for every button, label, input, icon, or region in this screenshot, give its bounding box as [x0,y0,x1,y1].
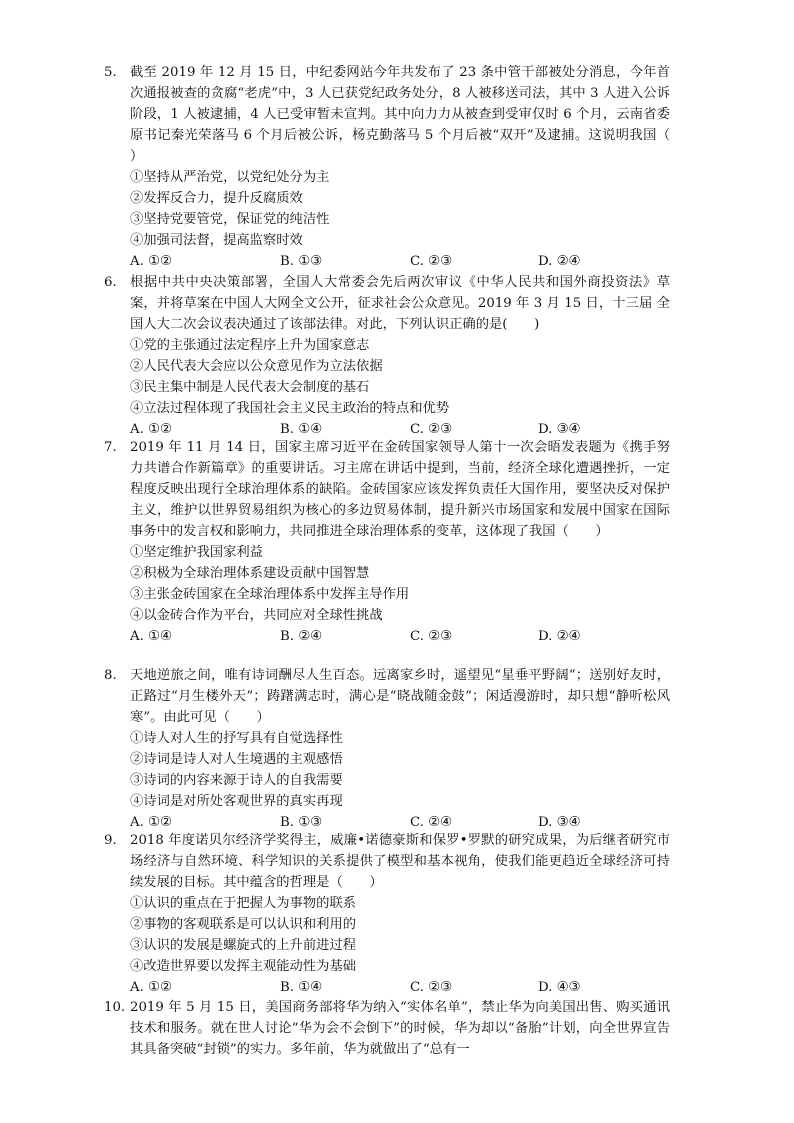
statement-1: ①党的主张通过法定程序上升为国家意志 [130,338,370,353]
option-a[interactable]: A. ①② [130,254,172,269]
option-d[interactable]: D. ③④ [538,815,581,830]
option-d[interactable]: D. ②④ [538,254,581,269]
option-d[interactable]: D. ②④ [538,629,581,644]
question-stem: 2019 年 5 月 15 日，美国商务部将华为纳入“实体名单”，禁止华为向美国出售、购买通讯技术和服务。就在世人讨论“华为会不会倒下”的时候，华为却以“备胎”计划，向全世界宣告其具备突破“封锁”的实力。多年前，华为就做出了“总有一 [130,1000,670,1057]
statement-4: ④加强司法督，提高监察时效 [130,233,303,248]
option-d[interactable]: D. ④③ [538,980,581,995]
question-9 [104,830,670,998]
question-10 [104,997,670,1060]
answer-options [130,251,670,272]
statement-4: ④诗词是对所处客观世界的真实再现 [130,794,343,809]
statement-2: ②人民代表大会应以公众意见作为立法依据 [130,359,383,374]
question-7 [104,437,670,647]
statement-3: ③民主集中制是人民代表大会制度的基石 [130,380,370,395]
question-stem: 天地逆旅之间，唯有诗词酬尽人生百态。远离家乡时，遥望见“星垂平野阔”；送别好友时，正路过“月生楼外天”；踌躇满志时，满心是“晓战随金鼓”；闲适漫游时，却只想“静听松风寒”。由此可见（ ） [130,668,670,725]
statement-3: ③坚持党要管党，保证党的纯洁性 [130,212,330,227]
option-a[interactable]: A. ①④ [130,629,172,644]
option-b[interactable]: B. ①③ [280,254,323,269]
answer-options [130,977,670,998]
statement-1: ①坚定维护我国家利益 [130,545,263,560]
question-stem: 2018 年度诺贝尔经济学奖得主，威廉•诺德豪斯和保罗•罗默的研究成果，为后继者研究市场经济与自然环境、科学知识的关系提供了模型和基本视角，使我们能更趋近全球经济可持续发展的目标。其中蕴含的哲理是（ ） [130,833,670,890]
statement-3: ③主张金砖国家在全球治理体系中发挥主导作用 [130,587,410,602]
question-number: 7. [104,440,117,455]
statement-1: ①认识的重点在于把握人为事物的联系 [130,896,357,911]
option-a[interactable]: A. ①② [130,815,172,830]
option-c[interactable]: C. ②③ [410,980,452,995]
statement-4: ④以金砖合作为平台，共同应对全球性挑战 [130,608,383,623]
option-b[interactable]: B. ①③ [280,815,323,830]
question-stem: 根据中共中央决策部署，全国人大常委会先后两次审议《中华人民共和国外商投资法》草案，并将草案在中国人大网全文公开，征求社会公众意见。2019 年 3 月 15 日，十三届 全国人大二次会议表决通过了该部法律。对此，下列认识正确的是( ) [130,275,670,332]
option-c[interactable]: C. ②③ [410,422,452,437]
question-number: 6. [104,275,117,290]
question-6 [104,272,670,440]
statement-2: ②诗词是诗人对人生境遇的主观感悟 [130,752,343,767]
option-c[interactable]: C. ②④ [410,815,452,830]
question-number: 10. [104,1000,126,1015]
statement-4: ④改造世界要以发挥主观能动性为基础 [130,959,357,974]
statement-1: ①诗人对人生的抒写具有自觉选择性 [130,731,343,746]
option-a[interactable]: A. ①② [130,980,172,995]
statement-4: ④立法过程体现了我国社会主义民主政治的特点和优势 [130,401,450,416]
option-c[interactable]: C. ②③ [410,629,452,644]
option-b[interactable]: B. ②④ [280,629,323,644]
statement-1: ①坚持从严治党，以党纪处分为主 [130,170,330,185]
question-8 [104,665,670,833]
question-stem: 截至 2019 年 12 月 15 日，中纪委网站今年共发布了 23 条中管干部被处分消息，今年首次通报被查的贪腐“老虎”中，3 人已获党纪政务处分，8 人被移送司法，其中 3 人进入公诉阶段，1 人被逮捕，4 人已受审暂未宣判。其中向力力从被查到受审仅时 6 个月，云南省委原书记秦光荣落马 6 个月后被公诉，杨克勤落马 5 个月后被“双开”及逮捕。这说明我国（ ） [130,65,697,164]
statement-3: ③诗词的内容来源于诗人的自我需要 [130,773,343,788]
option-a[interactable]: A. ①② [130,422,172,437]
question-number: 8. [104,668,117,683]
statement-2: ②事物的客观联系是可以认识和利用的 [130,917,357,932]
statement-2: ②积极为全球治理体系建设贡献中国智慧 [130,566,370,581]
option-d[interactable]: D. ③④ [538,422,581,437]
option-c[interactable]: C. ②③ [410,254,452,269]
answer-options [130,626,670,647]
question-stem: 2019 年 11 月 14 日，国家主席习近平在金砖国家领导人第十一次会晤发表题为《携手努力共谱合作新篇章》的重要讲话。习主席在讲话中提到，当前，经济全球化遭遇挫折，一定程度反映出现行全球治理体系的缺陷。金砖国家应该发挥负责任大国作用，要坚决反对保护主义，维护以世界贸易组织为核心的多边贸易体制，提升新兴市场国家和发展中国家在国际事务中的发言权和影响力，共同推进全球治理体系的变革，这体现了我国（ ） [130,440,670,539]
statement-3: ③认识的发展是螺旋式的上升前进过程 [130,938,357,953]
option-b[interactable]: B. ①④ [280,980,323,995]
statement-2: ②发挥反合力，提升反腐质效 [130,191,303,206]
option-b[interactable]: B. ①④ [280,422,323,437]
question-number: 5. [104,65,117,80]
question-number: 9. [104,833,117,848]
question-5 [104,62,697,272]
